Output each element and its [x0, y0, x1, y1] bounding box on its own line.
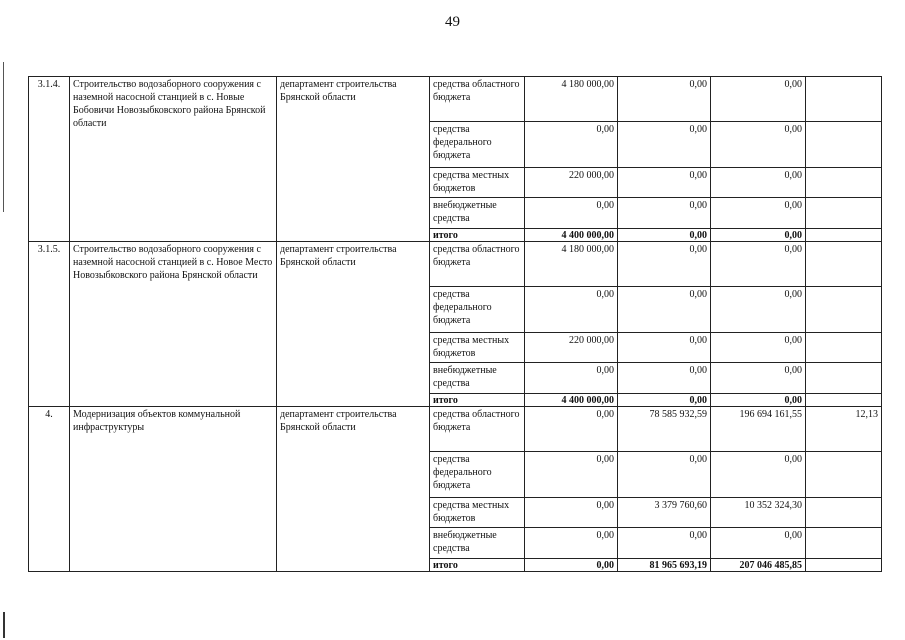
measure-name: Строительство водозаборного сооружения с наземной насосной станцией в с. Новое Место Новозыбковского района Брянской области — [70, 242, 277, 407]
amount-year-3: 0,00 — [711, 287, 806, 333]
amount-year-1: 4 400 000,00 — [525, 229, 618, 242]
amount-year-2: 0,00 — [618, 333, 711, 363]
amount-year-3: 0,00 — [711, 122, 806, 168]
responsible-executor: департамент строительства Брянской области — [277, 407, 430, 572]
scan-edge-line — [3, 62, 4, 212]
funding-source: средства федерального бюджета — [430, 452, 525, 498]
indicator-value — [806, 77, 882, 122]
amount-year-1: 4 180 000,00 — [525, 77, 618, 122]
amount-year-2: 0,00 — [618, 528, 711, 559]
indicator-value — [806, 528, 882, 559]
amount-year-2: 0,00 — [618, 229, 711, 242]
amount-year-3: 0,00 — [711, 394, 806, 407]
amount-year-3: 0,00 — [711, 198, 806, 229]
funding-source: внебюджетные средства — [430, 363, 525, 394]
row-number: 3.1.4. — [29, 77, 70, 242]
indicator-value — [806, 452, 882, 498]
funding-source: средства федерального бюджета — [430, 287, 525, 333]
funding-source: средства местных бюджетов — [430, 168, 525, 198]
amount-year-2: 0,00 — [618, 287, 711, 333]
amount-year-1: 0,00 — [525, 528, 618, 559]
amount-year-3: 207 046 485,85 — [711, 559, 806, 572]
amount-year-3: 0,00 — [711, 528, 806, 559]
amount-year-2: 78 585 932,59 — [618, 407, 711, 452]
funding-source: итого — [430, 559, 525, 572]
amount-year-3: 0,00 — [711, 229, 806, 242]
page-number: 49 — [445, 14, 460, 30]
indicator-value — [806, 229, 882, 242]
amount-year-1: 0,00 — [525, 498, 618, 528]
amount-year-2: 0,00 — [618, 122, 711, 168]
indicator-value — [806, 242, 882, 287]
amount-year-3: 0,00 — [711, 452, 806, 498]
amount-year-2: 0,00 — [618, 394, 711, 407]
funding-source: средства федерального бюджета — [430, 122, 525, 168]
amount-year-1: 0,00 — [525, 559, 618, 572]
funding-source: итого — [430, 229, 525, 242]
funding-source: средства областного бюджета — [430, 407, 525, 452]
amount-year-1: 4 180 000,00 — [525, 242, 618, 287]
amount-year-3: 0,00 — [711, 363, 806, 394]
responsible-executor: департамент строительства Брянской области — [277, 242, 430, 407]
amount-year-3: 0,00 — [711, 77, 806, 122]
table-row — [29, 77, 882, 122]
amount-year-1: 0,00 — [525, 198, 618, 229]
funding-source: итого — [430, 394, 525, 407]
amount-year-3: 0,00 — [711, 333, 806, 363]
amount-year-3: 10 352 324,30 — [711, 498, 806, 528]
amount-year-1: 220 000,00 — [525, 333, 618, 363]
funding-source: средства областного бюджета — [430, 242, 525, 287]
amount-year-1: 0,00 — [525, 452, 618, 498]
amount-year-1: 0,00 — [525, 287, 618, 333]
program-funding-table — [28, 76, 882, 572]
amount-year-2: 0,00 — [618, 242, 711, 287]
amount-year-2: 0,00 — [618, 452, 711, 498]
table-row — [29, 242, 882, 287]
funding-source: средства местных бюджетов — [430, 333, 525, 363]
indicator-value — [806, 498, 882, 528]
amount-year-2: 0,00 — [618, 198, 711, 229]
indicator-value — [806, 394, 882, 407]
amount-year-1: 0,00 — [525, 363, 618, 394]
amount-year-1: 4 400 000,00 — [525, 394, 618, 407]
indicator-value: 12,13 — [806, 407, 882, 452]
funding-source: внебюджетные средства — [430, 198, 525, 229]
amount-year-1: 220 000,00 — [525, 168, 618, 198]
amount-year-2: 81 965 693,19 — [618, 559, 711, 572]
measure-name: Модернизация объектов коммунальной инфраструктуры — [70, 407, 277, 572]
row-number: 4. — [29, 407, 70, 572]
amount-year-2: 0,00 — [618, 77, 711, 122]
row-number: 3.1.5. — [29, 242, 70, 407]
indicator-value — [806, 198, 882, 229]
funding-source: средства областного бюджета — [430, 77, 525, 122]
amount-year-3: 0,00 — [711, 242, 806, 287]
amount-year-2: 0,00 — [618, 363, 711, 394]
indicator-value — [806, 122, 882, 168]
indicator-value — [806, 287, 882, 333]
indicator-value — [806, 168, 882, 198]
amount-year-3: 196 694 161,55 — [711, 407, 806, 452]
amount-year-2: 0,00 — [618, 168, 711, 198]
responsible-executor: департамент строительства Брянской области — [277, 77, 430, 242]
amount-year-1: 0,00 — [525, 122, 618, 168]
table-row — [29, 407, 882, 452]
scan-edge-mark — [3, 612, 5, 638]
indicator-value — [806, 559, 882, 572]
funding-source: средства местных бюджетов — [430, 498, 525, 528]
indicator-value — [806, 333, 882, 363]
amount-year-2: 3 379 760,60 — [618, 498, 711, 528]
indicator-value — [806, 363, 882, 394]
amount-year-3: 0,00 — [711, 168, 806, 198]
measure-name: Строительство водозаборного сооружения с наземной насосной станцией в с. Новые Бобовичи Новозыбковского района Брянской области — [70, 77, 277, 242]
amount-year-1: 0,00 — [525, 407, 618, 452]
funding-source: внебюджетные средства — [430, 528, 525, 559]
